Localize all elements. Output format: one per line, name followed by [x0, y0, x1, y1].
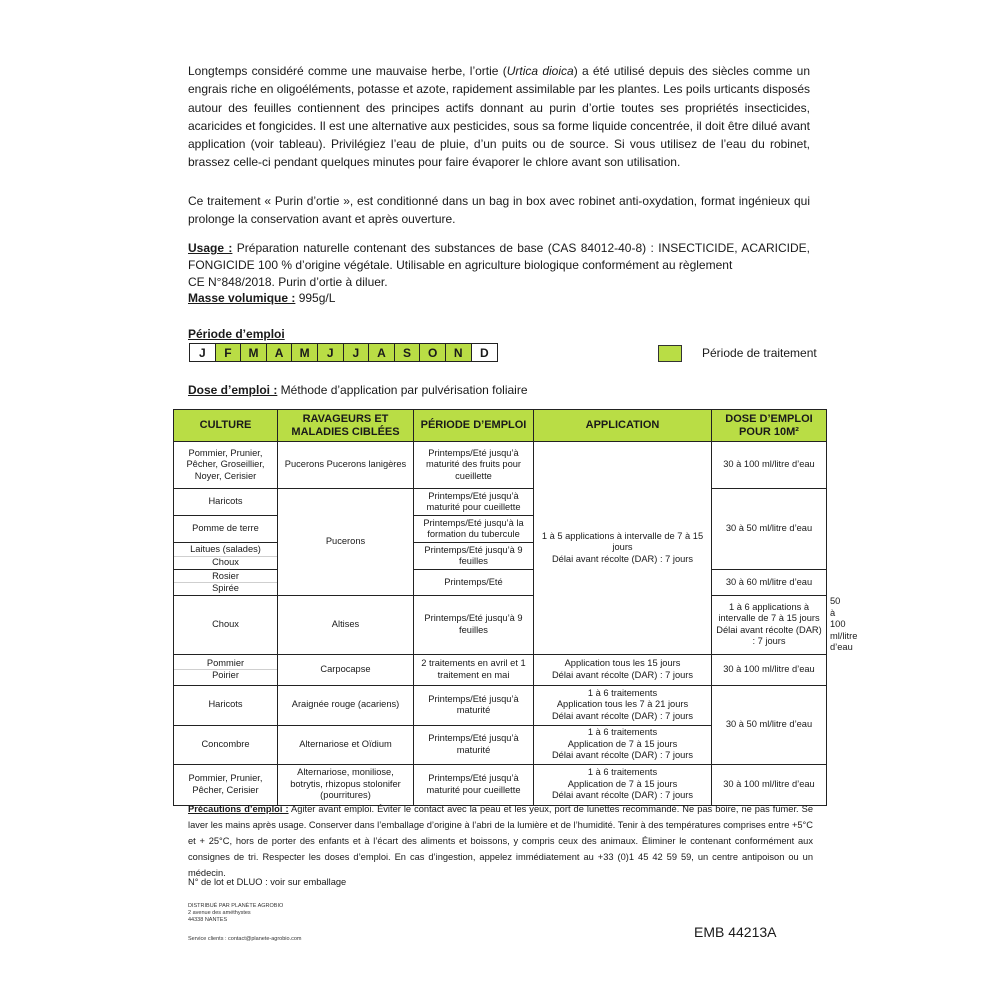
ravageur-cell: Alternariose, moniliose, botrytis, rhizopus stolonifer (pourritures) — [278, 764, 414, 805]
table-row — [174, 685, 827, 725]
legend-swatch — [658, 345, 682, 362]
culture-cell: Choux — [174, 596, 278, 655]
dosage-table — [173, 409, 858, 806]
culture-cell: Concombre — [174, 725, 278, 764]
month-cell: F — [216, 344, 242, 361]
culture-line: Spirée — [174, 582, 277, 595]
dose-cell: 30 à 100 ml/litre d’eau — [712, 442, 827, 489]
distributor-line-3: 44338 NANTES — [188, 917, 228, 923]
application-line: Application tous les 7 à 21 jours — [556, 699, 689, 710]
periode-cell: Printemps/Eté jusqu’à maturité — [414, 725, 534, 764]
periode-cell: Printemps/Eté jusqu’à maturité pour cueillette — [414, 764, 534, 805]
culture-line: Pommier — [206, 657, 245, 668]
table-row — [174, 442, 827, 489]
application-line: Délai avant récolte (DAR) : 7 jours — [551, 553, 694, 564]
masse-volumique — [188, 290, 810, 306]
culture-cell: Pommier, Prunier, Pêcher, Groseillier, Noyer, Cerisier — [174, 442, 278, 489]
table-row — [174, 570, 827, 596]
masse-label: Masse volumique : — [188, 291, 296, 305]
culture-line: Laitues (salades) — [190, 544, 261, 554]
dose-cell: 30 à 50 ml/litre d’eau — [712, 489, 827, 570]
month-cell: J — [344, 344, 370, 361]
distributor-line-2: 2 avenue des améthystes — [188, 910, 251, 916]
culture-cell — [174, 570, 278, 596]
dose-cell: 30 à 100 ml/litre d’eau — [712, 764, 827, 805]
precautions-text: Agiter avant emploi. Éviter le contact avec la peau et les yeux, port de lunettes recommandé. Ne pas boire, ne pas fumer. Se laver les mains après usage. Conserver dans l’emballage d’origine à l’abri de la lumière et de l’humidité. Tenir à des températures comprises entre +5°C et + 25°C, hors de porter des enfants et à l’écart des aliments et boissons, y compris ceux des animaux. Éliminer le contenant conformément aux consignes de tri. Respecter les doses d’emploi. En cas d’ingestion, appelez immédiatement au +33 (0)1 45 42 59 59, un centre antipoison ou un médecin. — [188, 804, 814, 878]
application-cell — [534, 725, 712, 764]
latin-name: Urtica dioica — [506, 64, 574, 78]
month-cell: O — [420, 344, 446, 361]
usage-paragraph — [188, 240, 810, 274]
month-cell: M — [241, 344, 267, 361]
header-periode: PÉRIODE D’EMPLOI — [414, 410, 534, 442]
periode-cell: Printemps/Eté jusqu’à maturité — [414, 685, 534, 725]
dose-text: Méthode d’application par pulvérisation foliaire — [277, 383, 528, 397]
ravageur-cell: Araignée rouge (acariens) — [278, 685, 414, 725]
application-line: Application tous les 15 jours — [564, 658, 681, 668]
month-cell: D — [479, 345, 489, 360]
month-cell: N — [446, 344, 472, 361]
distributor-line-1: DISTRIBUÉ PAR PLANÈTE AGROBIO — [188, 903, 284, 909]
culture-cell: Haricots — [174, 489, 278, 516]
intro-text-b: ) a été utilisé depuis des siècles comme un engrais riche en oligoéléments, potasse et azote, rapidement assimilable par les plantes. Les poils urticants disposés autour des feuilles contiennent des principes actifs donnant au purin d’ortie toutes ses propriétés insecticides, acaricides et fongicides. Il est une alternative aux pesticides, sous sa forme liquide concentrée, il doit être dilué avant application (voir tableau). Privilégiez l’eau de pluie, d’un puits ou de source. Si vous utilisez de l’eau du robinet, brassez celle-ci pendant quelques minutes pour faire évaporer le chlore avant son utilisation. — [188, 64, 810, 170]
usage-label: Usage : — [188, 241, 233, 255]
application-line: Application de 7 à 15 jours — [567, 738, 678, 749]
culture-cell — [174, 543, 278, 570]
intro-paragraph-1 — [188, 62, 810, 172]
application-cell — [534, 764, 712, 805]
usage-regulation: CE N°848/2018. Purin d’ortie à diluer. — [188, 275, 388, 289]
month-cell: J — [318, 344, 344, 361]
periode-cell: 2 traitements en avril et 1 traitement en mai — [414, 654, 534, 685]
ravageur-cell: Pucerons — [278, 489, 414, 596]
masse-value: 995g/L — [295, 291, 336, 305]
ravageur-cell: Alternariose et Oïdium — [278, 725, 414, 764]
culture-line: Choux — [174, 556, 277, 569]
culture-cell: Haricots — [174, 685, 278, 725]
dose-cell: 30 à 50 ml/litre d’eau — [712, 685, 827, 764]
dose-cell: 30 à 60 ml/litre d’eau — [712, 570, 827, 596]
header-ravageurs: RAVAGEURS ET MALADIES CIBLÉES — [278, 410, 414, 442]
periode-cell: Printemps/Eté jusqu’à 9 feuilles — [414, 596, 534, 655]
intro-paragraph-2: Ce traitement « Purin d’ortie », est conditionné dans un bag in box avec robinet anti-oxydation, format ingénieux qui prolonge la conservation avant et après ouverture. — [188, 194, 810, 227]
ravageur-cell: Altises — [278, 596, 414, 655]
application-cell — [534, 654, 712, 685]
culture-line: Rosier — [212, 570, 239, 581]
emb-code: EMB 44213A — [694, 924, 777, 940]
application-line: Délai avant récolte (DAR) : 7 jours — [551, 710, 694, 721]
ravageur-cell: Carpocapse — [278, 654, 414, 685]
month-cell: S — [395, 344, 421, 361]
legend-label: Période de traitement — [702, 346, 817, 360]
table-header-row — [174, 410, 827, 442]
periode-cell: Printemps/Eté — [414, 570, 534, 596]
culture-cell: Pomme de terre — [174, 516, 278, 543]
application-cell — [534, 685, 712, 725]
culture-cell — [174, 654, 278, 685]
month-cell: A — [369, 344, 395, 361]
periode-cell: Printemps/Eté jusqu’à la formation du tubercule — [414, 516, 534, 543]
precautions-label: Précautions d’emploi : — [188, 804, 289, 814]
months-strip — [189, 343, 498, 362]
application-line: 1 à 6 traitements — [587, 727, 658, 738]
culture-line: Poirier — [174, 669, 277, 682]
dose-line — [188, 382, 810, 398]
ravageur-cell: Pucerons Pucerons lanigères — [278, 442, 414, 489]
periode-cell: Printemps/Eté jusqu’à 9 feuilles — [414, 543, 534, 570]
application-line: Délai avant récolte (DAR) : 7 jours — [716, 624, 822, 647]
table-row: Choux Altises Printemps/Eté jusqu’à 9 feuilles 1 à 6 applications à intervalle de 7 à 15 jours Délai avant récolte (DAR) : 7 jours 50 à 100 ml/litre d’eau — [174, 596, 827, 655]
application-line: 1 à 6 traitements — [587, 687, 658, 698]
application-line: Application de 7 à 15 jours — [567, 778, 678, 789]
application-line: 1 à 5 applications à intervalle de 7 à 15 jours — [541, 530, 704, 552]
application-cell — [534, 442, 712, 655]
dose-label: Dose d’emploi : — [188, 383, 278, 397]
application-line: Délai avant récolte (DAR) : 7 jours — [551, 669, 694, 680]
precautions-paragraph — [188, 801, 813, 881]
usage-text: Préparation naturelle contenant des substances de base (CAS 84012-40-8) : INSECTICIDE, ACARICIDE, FONGICIDE 100 % d’origine végétale. Utilisable en agriculture biologique conformément au règlement — [188, 241, 810, 272]
intro-text-a: Longtemps considéré comme une mauvaise herbe, l’ortie ( — [188, 64, 507, 78]
application-line: Délai avant récolte (DAR) : 7 jours — [551, 790, 694, 801]
table-row — [174, 654, 827, 685]
table-row — [174, 764, 827, 805]
header-culture: CULTURE — [174, 410, 278, 442]
application-line: Délai avant récolte (DAR) : 7 jours — [551, 750, 694, 761]
service-client: Service clients : contact@planete-agrobio.com — [188, 936, 302, 942]
lot-info: N° de lot et DLUO : voir sur emballage — [188, 877, 347, 887]
header-dose: DOSE D’EMPLOI POUR 10M² — [712, 410, 827, 442]
periode-cell: Printemps/Eté jusqu’à maturité des fruits pour cueillette — [414, 442, 534, 489]
application-line: 1 à 6 traitements — [587, 767, 658, 778]
periode-label: Période d’emploi — [188, 327, 285, 341]
month-cell: A — [267, 344, 293, 361]
header-application: APPLICATION — [534, 410, 712, 442]
month-cell: J — [190, 344, 216, 361]
table-row — [174, 489, 827, 516]
culture-cell: Pommier, Prunier, Pêcher, Cerisier — [174, 764, 278, 805]
dose-cell: 30 à 100 ml/litre d’eau — [712, 654, 827, 685]
application-line: 1 à 6 applications à intervalle de 7 à 15 jours — [718, 601, 820, 624]
month-cell: M — [292, 344, 318, 361]
periode-cell: Printemps/Eté jusqu’à maturité pour cueillette — [414, 489, 534, 516]
application-cell — [712, 596, 827, 655]
